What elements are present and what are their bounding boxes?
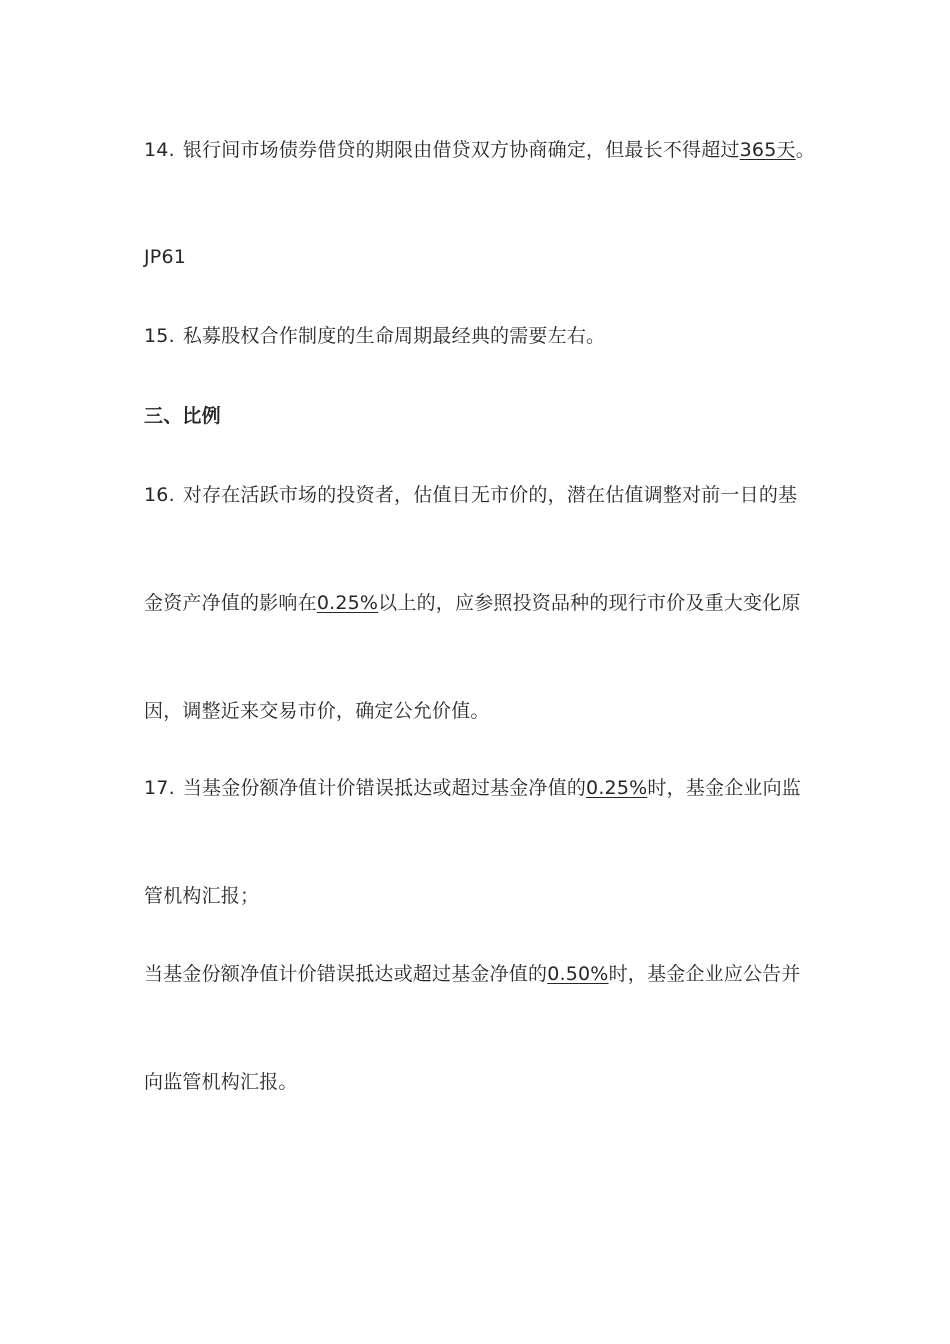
question-16-line-3: 因，调整近来交易市价，确定公允价值。 bbox=[144, 700, 490, 722]
question-text: 金资产净值的影响在 bbox=[144, 592, 317, 614]
question-text-end: 时，基金企业应公告并 bbox=[608, 963, 801, 985]
question-17-line-3 bbox=[144, 962, 840, 986]
question-number: 15. bbox=[144, 325, 175, 347]
question-number: 17. bbox=[144, 777, 175, 799]
code-label: JP61 bbox=[144, 246, 187, 268]
question-text: 当基金份额净值计价错误抵达或超过基金净值的 bbox=[144, 963, 548, 985]
section-heading: 三、比例 bbox=[144, 405, 221, 427]
question-number: 16. bbox=[144, 484, 175, 506]
question-17-line-1 bbox=[144, 776, 840, 800]
question-14 bbox=[144, 138, 840, 162]
question-text: 私募股权合作制度的生命周期最经典的需要左右。 bbox=[182, 325, 606, 347]
question-text: 对存在活跃市场的投资者，估值日无市价的，潜在估值调整对前一日的基 bbox=[182, 484, 798, 506]
answer-blank: 0.25% bbox=[316, 592, 379, 614]
question-16-line-1 bbox=[144, 483, 840, 507]
question-text-end: 时，基金企业向监 bbox=[647, 777, 801, 799]
answer-blank: 0.50% bbox=[547, 963, 609, 985]
question-text: 银行间市场债券借贷的期限由借贷双方协商确定，但最长不得超过 bbox=[182, 139, 740, 161]
question-number: 14. bbox=[144, 139, 175, 161]
question-text: 当基金份额净值计价错误抵达或超过基金净值的 bbox=[182, 777, 587, 799]
answer-blank: 365天 bbox=[739, 139, 796, 161]
question-16-line-2 bbox=[144, 591, 840, 615]
question-text-end: 。 bbox=[795, 139, 815, 161]
question-17-line-2: 管机构汇报； bbox=[144, 885, 260, 907]
question-text-end: 以上的，应参照投资品种的现行市价及重大变化原 bbox=[378, 592, 801, 614]
question-15 bbox=[144, 324, 840, 348]
question-17-line-4: 向监管机构汇报。 bbox=[144, 1071, 298, 1093]
answer-blank: 0.25% bbox=[586, 777, 648, 799]
